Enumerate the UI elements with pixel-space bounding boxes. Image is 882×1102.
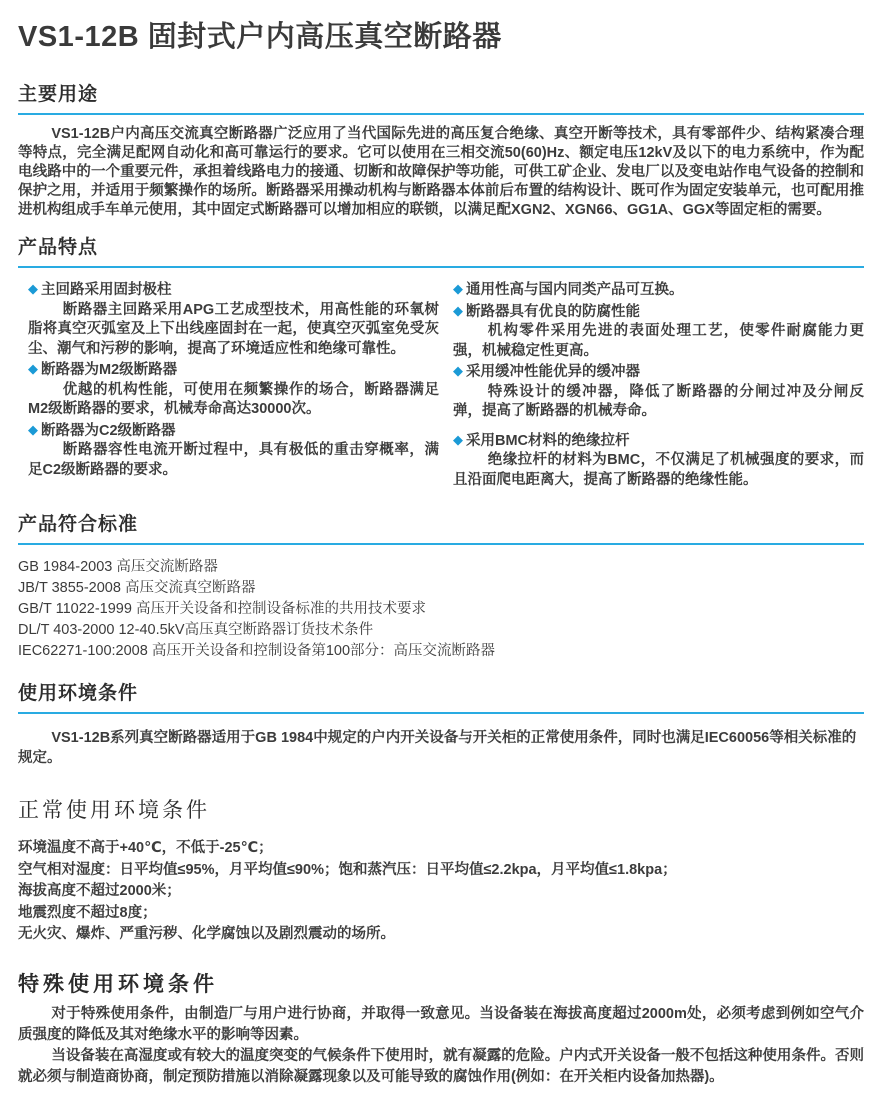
- standard-item: DL/T 403-2000 12-40.5kV高压真空断路器订货技术条件: [18, 622, 374, 638]
- features-right-column: [453, 280, 864, 491]
- section-features: [18, 232, 864, 497]
- section-special-environment: [18, 968, 864, 1088]
- features-left-column: [28, 280, 439, 491]
- features-columns: [18, 278, 864, 497]
- main-use-heading: 主要用途: [18, 79, 864, 115]
- diamond-bullet-icon: ◆: [28, 361, 38, 376]
- feature-item: [453, 362, 864, 422]
- environment-condition-item: 环境温度不高于+40℃，不低于-25℃；: [18, 840, 273, 856]
- feature-title-row: [28, 360, 439, 381]
- diamond-bullet-icon: ◆: [453, 281, 463, 296]
- feature-body: 绝缘拉杆的材料为BMC，不仅满足了机械强度的要求，而且沿面爬电距离大，提高了断路器的绝缘性能。: [453, 452, 864, 488]
- main-use-paragraph: VS1-12B户内高压交流真空断路器广泛应用了当代国际先进的高压复合绝缘、真空开断等技术，具有零部件少、结构紧凑合理等特点，完全满足配网自动化和高可靠运行的要求。它可以使用在三相交流50(60)Hz、额定电压12kV及以下的电力系统中，作为配电线路中的一个重要元件，承担着线路电力的接通、切断和故障保护等功能，可供工矿企业、发电厂以及变电站作电气设备的控制和保护之用，并适用于频繁操作的场所。断路器采用操动机构与断路器本体前后布置的结构设计、既可作为固定安装单元，也可配用推进机构组成手车单元使用，其中固定式断路器可以增加相应的联锁，以满足配XGN2、XGN66、GG1A、GGX等固定柜的需要。: [18, 126, 864, 218]
- feature-item: [28, 280, 439, 359]
- feature-title: 断路器为M2级断路器: [41, 362, 178, 378]
- section-normal-environment: [18, 794, 864, 946]
- feature-title: 采用缓冲性能优异的缓冲器: [466, 364, 640, 380]
- diamond-bullet-icon: ◆: [28, 421, 38, 437]
- section-main-use: [18, 79, 864, 220]
- special-environment-paragraph: 当设备装在高湿度或有较大的温度突变的气候条件下使用时，就有凝露的危险。户内式开关设备一般不包括这种使用条件。否则就必须与制造商协商，制定预防措施以消除凝露现象以及可能导致的腐蚀作用(例如：在开关柜内设备加热器)。: [18, 1047, 864, 1085]
- special-environment-paragraph: 对于特殊使用条件，由制造厂与用户进行协商，并取得一致意见。当设备装在海拔高度超过2000m处，必须考虑到例如空气介质强度的降低及其对绝缘水平的影响等因素。: [18, 1005, 864, 1043]
- page-title: VS1-12B 固封式户内高压真空断路器: [18, 21, 502, 53]
- environment-heading: 使用环境条件: [18, 678, 864, 714]
- diamond-bullet-icon: ◆: [28, 281, 38, 296]
- feature-title-row: [453, 280, 864, 301]
- normal-environment-list: [18, 838, 864, 946]
- diamond-bullet-icon: ◆: [453, 302, 463, 318]
- diamond-bullet-icon: ◆: [453, 431, 463, 447]
- feature-body: 断路器主回路采用APG工艺成型技术，用高性能的环氧树脂将真空灭弧室及上下出线座固封在一起，使真空灭弧室免受灰尘、潮气和污秽的影响，提高了环境适应性和绝缘可靠性。: [28, 301, 439, 357]
- normal-environment-heading: 正常使用环境条件: [18, 799, 210, 822]
- feature-body: 机构零件采用先进的表面处理工艺，使零件耐腐能力更强，机械稳定性更高。: [453, 323, 864, 359]
- feature-item: [453, 280, 864, 301]
- standards-list: [18, 555, 864, 666]
- feature-title-row: [453, 362, 864, 383]
- standard-item: JB/T 3855-2008 高压交流真空断路器: [18, 580, 256, 596]
- standard-item: GB 1984-2003 高压交流断路器: [18, 559, 218, 575]
- feature-item: [28, 360, 439, 420]
- feature-title: 主回路采用固封极柱: [41, 282, 172, 298]
- feature-item: [453, 302, 864, 362]
- feature-title-row: [453, 431, 864, 452]
- feature-body: 断路器容性电流开断过程中，具有极低的重击穿概率，满足C2级断路器的要求。: [28, 442, 439, 478]
- environment-condition-item: 无火灾、爆炸、严重污秽、化学腐蚀以及剧烈震动的场所。: [18, 926, 395, 942]
- feature-title-row: [28, 280, 439, 301]
- feature-title: 通用性高与国内同类产品可互换。: [466, 282, 684, 298]
- feature-body: 优越的机构性能，可使用在频繁操作的场合，断路器满足M2级断路器的要求，机械寿命高达30000次。: [28, 381, 439, 417]
- standards-heading: 产品符合标准: [18, 509, 864, 545]
- feature-item: [453, 431, 864, 491]
- environment-condition-item: 空气相对湿度：日平均值≤95%，月平均值≤90%；饱和蒸汽压：日平均值≤2.2kpa，月平均值≤1.8kpa；: [18, 861, 677, 878]
- feature-item: [28, 421, 439, 481]
- feature-title-row: [453, 302, 864, 323]
- diamond-bullet-icon: ◆: [453, 363, 463, 378]
- feature-title: 断路器具有优良的防腐性能: [466, 303, 640, 320]
- environment-paragraph: VS1-12B系列真空断路器适用于GB 1984中规定的户内开关设备与开关柜的正常使用条件，同时也满足IEC60056等相关标准的规定。: [18, 730, 857, 766]
- environment-condition-item: 地震烈度不超过8度；: [18, 904, 157, 921]
- feature-title-row: [28, 421, 439, 442]
- special-environment-heading: 特殊使用环境条件: [18, 972, 218, 996]
- features-heading: 产品特点: [18, 232, 864, 268]
- feature-title: 断路器为C2级断路器: [41, 422, 176, 439]
- feature-body: 特殊设计的缓冲器，降低了断路器的分闸过冲及分闸反弹，提高了断路器的机械寿命。: [453, 383, 864, 419]
- feature-title: 采用BMC材料的绝缘拉杆: [466, 432, 630, 449]
- section-standards: [18, 509, 864, 666]
- standard-item: IEC62271-100:2008 高压开关设备和控制设备第100部分：高压交流断路器: [18, 643, 496, 659]
- section-environment: [18, 678, 864, 768]
- environment-condition-item: 海拔高度不超过2000米；: [18, 883, 181, 899]
- standard-item: GB/T 11022-1999 高压开关设备和控制设备标准的共用技术要求: [18, 601, 426, 617]
- special-environment-paragraphs: [18, 1004, 864, 1088]
